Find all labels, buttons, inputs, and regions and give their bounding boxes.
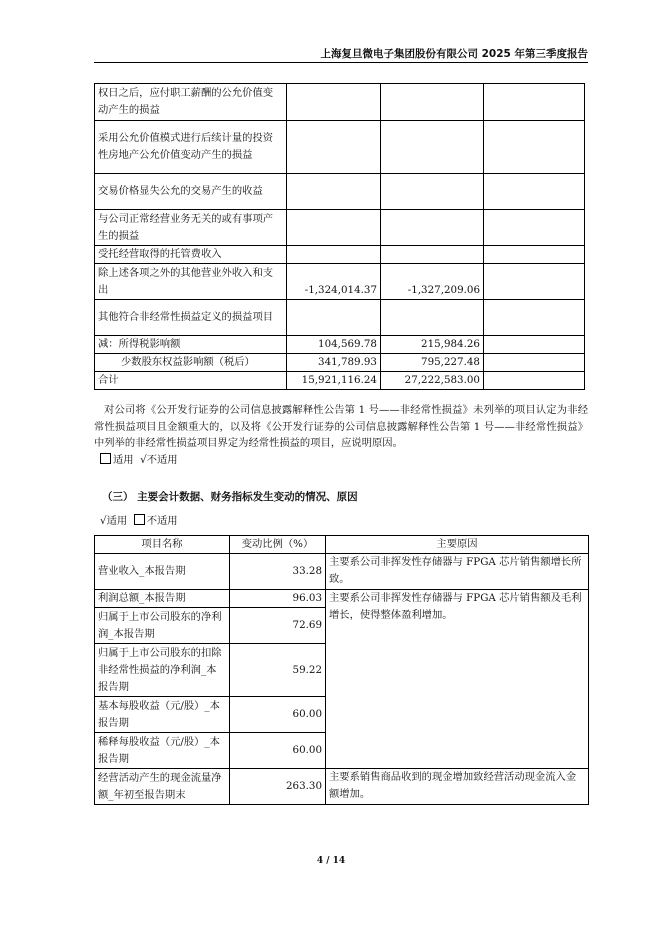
- item-name: 基本每股收益（元/股）_本报告期: [95, 697, 230, 733]
- table-row: [95, 590, 589, 608]
- table-row: [95, 300, 585, 336]
- change-ratio: 96.03: [230, 590, 326, 608]
- table-row: [95, 210, 585, 246]
- applicable-label: 适用: [106, 515, 128, 527]
- change-ratio: 263.30: [230, 769, 326, 805]
- change-ratio: 60.00: [230, 733, 326, 769]
- value-current: [287, 300, 381, 336]
- change-ratio: 59.22: [230, 644, 326, 697]
- reason-cell: 主要系销售商品收到的现金增加致经营活动现金流入金额增加。: [326, 769, 589, 805]
- item-name: 营业收入_本报告期: [95, 554, 230, 590]
- page-number: 4 / 14: [316, 856, 346, 866]
- applicability-line-2: [100, 512, 178, 527]
- row-label: 权日之后，应付职工薪酬的公允价值变动产生的损益: [95, 84, 287, 121]
- value-current: [287, 84, 381, 121]
- value-current: 15,921,116.24: [287, 372, 381, 390]
- value-ytd: -1,327,209.06: [381, 264, 484, 300]
- value-ytd: [381, 84, 484, 121]
- row-note: [484, 264, 585, 300]
- value-ytd: [381, 210, 484, 246]
- value-ytd: [381, 246, 484, 264]
- table-row: [95, 84, 585, 121]
- row-note: [484, 372, 585, 390]
- row-label: 交易价格显失公允的交易产生的收益: [95, 174, 287, 210]
- row-label: 受托经营取得的托管费收入: [95, 246, 287, 264]
- value-current: [287, 174, 381, 210]
- value-current: -1,324,014.37: [287, 264, 381, 300]
- row-note: [484, 210, 585, 246]
- row-note: [484, 84, 585, 121]
- header-item: 项目名称: [95, 536, 230, 554]
- applicability-line-1: [100, 451, 178, 466]
- change-ratio: 33.28: [230, 554, 326, 590]
- applicable-label: 适用: [113, 454, 134, 466]
- row-label: 与公司正常经营业务无关的或有事项产生的损益: [95, 210, 287, 246]
- row-note: [484, 174, 585, 210]
- check-mark-icon: √: [140, 454, 147, 466]
- header-ratio: 变动比例（%）: [230, 536, 326, 554]
- check-mark-icon: √: [100, 515, 107, 527]
- value-current: [287, 121, 381, 174]
- row-label: 采用公允价值模式进行后续计量的投资性房地产公允价值变动产生的损益: [95, 121, 287, 174]
- header-reason: 主要原因: [326, 536, 589, 554]
- table-row: [95, 554, 589, 590]
- item-name: 经营活动产生的现金流量净额_年初至报告期末: [95, 769, 230, 805]
- table-row: [95, 264, 585, 300]
- table-row: [95, 372, 585, 390]
- row-note: [484, 336, 585, 354]
- value-current: [287, 210, 381, 246]
- table-row: [95, 246, 585, 264]
- checkbox-icon: [134, 514, 145, 525]
- row-note: [484, 300, 585, 336]
- item-name: 稀释每股收益（元/股）_本报告期: [95, 733, 230, 769]
- table-row: [95, 769, 589, 805]
- row-label: 除上述各项之外的其他营业外收入和支出: [95, 264, 287, 300]
- change-ratio: 72.69: [230, 608, 326, 644]
- table-row: [95, 354, 585, 372]
- value-ytd: [381, 174, 484, 210]
- row-note: [484, 354, 585, 372]
- item-name: 归属于上市公司股东的扣除非经常性损益的净利润_本报告期: [95, 644, 230, 697]
- table-row: [95, 174, 585, 210]
- reason-cell: 主要系公司非挥发性存储器与 FPGA 芯片销售额及毛利增长，使得整体盈利增加。: [326, 590, 589, 769]
- row-label: 减：所得税影响额: [95, 336, 287, 354]
- checkbox-icon: [100, 453, 111, 464]
- value-current: 104,569.78: [287, 336, 381, 354]
- table-row: [95, 336, 585, 354]
- table-header-row: [95, 536, 589, 554]
- row-note: [484, 121, 585, 174]
- row-label: 合计: [95, 372, 287, 390]
- table-row: [95, 121, 585, 174]
- non-recurring-items-table: [94, 83, 585, 390]
- indicator-change-table: [94, 535, 589, 805]
- reason-cell: 主要系公司非挥发性存储器与 FPGA 芯片销售额增长所致。: [326, 554, 589, 590]
- value-ytd: 27,222,583.00: [381, 372, 484, 390]
- note-paragraph: 对公司将《公开发行证券的公司信息披露解释性公告第 1 号——非经常性损益》未列举的项目认定为非经常性损益项目且金额重大的，以及将《公开发行证券的公司信息披露解释性公告第 1 号——非经常性损益》中列举的非经常性损益项目界定为经常性损益的项目，应说明原因。: [94, 404, 588, 449]
- page-header: 上海复旦微电子集团股份有限公司 2025 年第三季度报告: [320, 48, 588, 60]
- value-ytd: 795,227.48: [381, 354, 484, 372]
- row-note: [484, 246, 585, 264]
- row-label: 其他符合非经常性损益定义的损益项目: [95, 300, 287, 336]
- value-ytd: [381, 121, 484, 174]
- value-current: [287, 246, 381, 264]
- header-rule: [94, 62, 588, 63]
- not-applicable-label: 不适用: [146, 454, 178, 466]
- row-label: 少数股东权益影响额（税后）: [95, 354, 287, 372]
- not-applicable-label: 不适用: [146, 515, 178, 527]
- item-name: 归属于上市公司股东的净利润_本报告期: [95, 608, 230, 644]
- value-current: 341,789.93: [287, 354, 381, 372]
- section-title: （三） 主要会计数据、财务指标发生变动的情况、原因: [102, 491, 358, 503]
- value-ytd: [381, 300, 484, 336]
- value-ytd: 215,984.26: [381, 336, 484, 354]
- change-ratio: 60.00: [230, 697, 326, 733]
- item-name: 利润总额_本报告期: [95, 590, 230, 608]
